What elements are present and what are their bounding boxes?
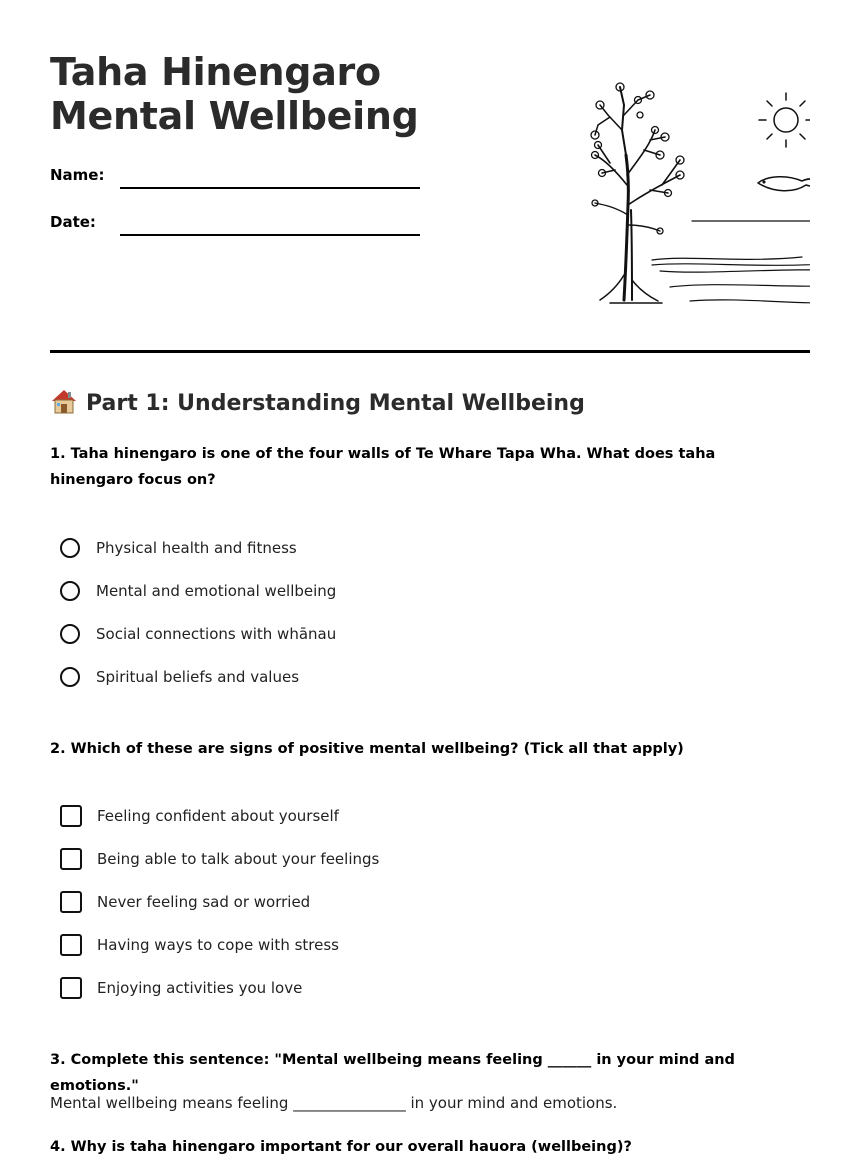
checkbox[interactable]	[60, 848, 82, 870]
house-icon	[50, 388, 78, 414]
option-label: Enjoying activities you love	[97, 979, 303, 997]
question-2: 2. Which of these are signs of positive mental wellbeing? (Tick all that apply)	[50, 741, 684, 757]
illustration	[540, 75, 810, 315]
tree-icon	[591, 83, 684, 303]
q2-option-5[interactable]	[60, 975, 302, 1001]
q1-option-1[interactable]	[60, 535, 297, 561]
option-label: Feeling confident about yourself	[97, 807, 339, 825]
name-label: Name:	[50, 166, 105, 184]
sun-icon	[759, 93, 810, 147]
option-label: Mental and emotional wellbeing	[96, 582, 337, 600]
q2-option-3[interactable]	[60, 889, 310, 915]
radio-button[interactable]	[60, 667, 80, 687]
option-label: Spiritual beliefs and values	[96, 668, 300, 686]
radio-button[interactable]	[60, 624, 80, 644]
option-label: Having ways to cope with stress	[97, 936, 339, 954]
question-4: 4. Why is taha hinengaro important for our overall hauora (wellbeing)?	[50, 1139, 632, 1155]
worksheet-page	[50, 0, 810, 1161]
whale-icon	[758, 177, 810, 191]
radio-button[interactable]	[60, 581, 80, 601]
section-heading-label: Part 1: Understanding Mental Wellbeing	[86, 391, 585, 416]
checkbox[interactable]	[60, 805, 82, 827]
section-heading	[50, 388, 585, 419]
checkbox[interactable]	[60, 891, 82, 913]
option-label: Never feeling sad or worried	[97, 893, 311, 911]
checkbox[interactable]	[60, 977, 82, 999]
question-3: 3. Complete this sentence: "Mental wellbeing means feeling ______ in your mind and emotions."	[50, 1052, 735, 1094]
q1-option-3[interactable]	[60, 621, 336, 647]
q2-option-4[interactable]	[60, 932, 339, 958]
q2-option-1[interactable]	[60, 803, 339, 829]
option-label: Physical health and fitness	[96, 539, 297, 557]
header-divider	[50, 350, 810, 353]
q1-option-4[interactable]	[60, 664, 299, 690]
date-label: Date:	[50, 213, 96, 231]
question-3-answer[interactable]: Mental wellbeing means feeling _______________ in your mind and emotions.	[50, 1094, 618, 1112]
waves-icon	[652, 221, 810, 303]
question-1: 1. Taha hinengaro is one of the four walls of Te Whare Tapa Wha. What does taha hinengaro focus on?	[50, 446, 716, 488]
date-field[interactable]	[120, 234, 420, 236]
radio-button[interactable]	[60, 538, 80, 558]
q1-option-2[interactable]	[60, 578, 336, 604]
page-title: Taha Hinengaro Mental Wellbeing	[50, 50, 419, 138]
name-field[interactable]	[120, 187, 420, 189]
q2-option-2[interactable]	[60, 846, 379, 872]
checkbox[interactable]	[60, 934, 82, 956]
option-label: Social connections with whānau	[96, 625, 337, 643]
option-label: Being able to talk about your feelings	[97, 850, 380, 868]
